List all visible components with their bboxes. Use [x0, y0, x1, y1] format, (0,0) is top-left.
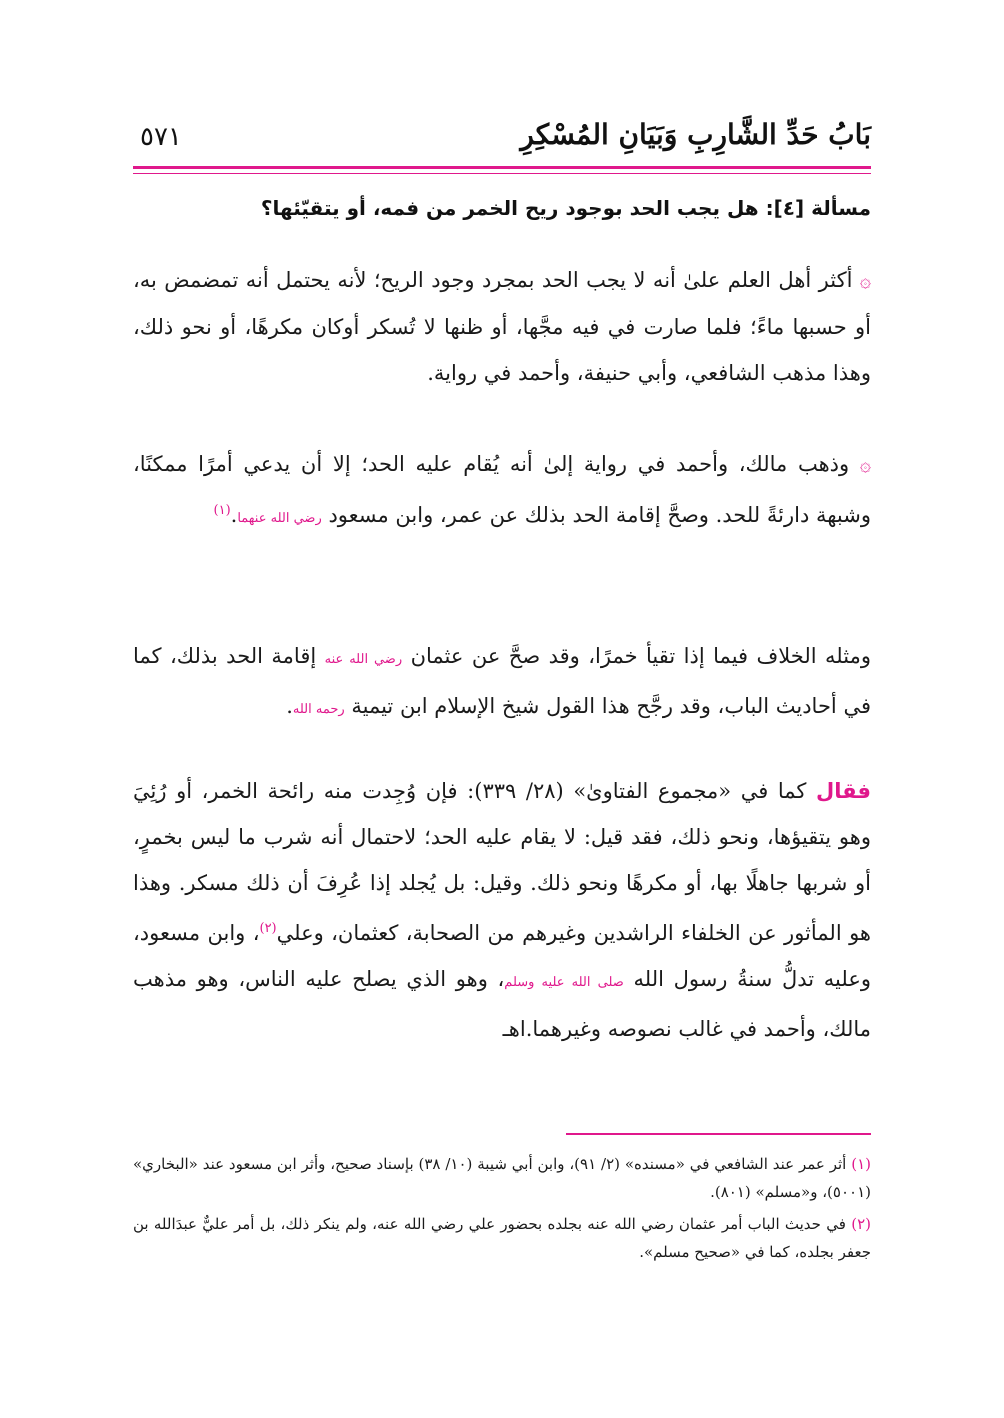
- footnote-ref-2[interactable]: (٢): [259, 921, 277, 936]
- page-number: ٥٧١: [140, 122, 182, 152]
- paragraph-2-end: .: [230, 503, 238, 527]
- honorific-mark: رضي الله عنهما: [237, 511, 322, 526]
- footnote-number: (١): [851, 1155, 871, 1173]
- honorific-mark: صلى الله عليه وسلم: [504, 975, 624, 990]
- honorific-mark: رضي الله عنه: [324, 652, 403, 667]
- header-rule-thick: [133, 166, 871, 169]
- source-title: «مجموع الفتاوىٰ»: [573, 779, 732, 803]
- honorific-mark: رحمه الله: [292, 702, 345, 717]
- footnote-text: أثر عمر عند الشافعي في «مسنده» (٢/ ٩١)، وابن أبي شيبة (١٠/ ٣٨) بإسناد صحيح، وأثر ابن مسعود عند «البخاري» (٥٠٠١)، و«مسلم» (٨٠١).: [133, 1155, 871, 1201]
- footnote-2: [133, 1210, 871, 1266]
- flower-ornament-icon: ۞: [859, 454, 871, 476]
- masala-label: مسألة [٤]:: [765, 196, 871, 220]
- paragraph-4-text-c: ، وابن مسعود، وعليه تدلُّ سنةُ رسول الله: [133, 921, 871, 991]
- flower-ornament-icon: ۞: [859, 270, 871, 292]
- masala-question: هل يجب الحد بوجود ريح الخمر من فمه، أو يتقيّئها؟: [260, 196, 759, 220]
- page-header: [138, 118, 871, 162]
- chapter-title: بَابُ حَدِّ الشَّارِبِ وَبَيَانِ المُسْكِرِ: [520, 118, 871, 151]
- masala-heading: [133, 188, 871, 228]
- paragraph-4-text-d: ، وهو الذي يصلح عليه الناس، وهو مذهب مالك، وأحمد في غالب نصوصه وغيرهما.اهـ: [133, 967, 871, 1041]
- paragraph-1-text: أكثر أهل العلم علىٰ أنه لا يجب الحد بمجرد وجود الريح؛ لأنه يحتمل أنه تمضمض به، أو حسبها ماءً؛ فلما صارت في فيه مجَّها، أو ظنها لا تُسكر أوكان مكرهًا، أو نحو ذلك، وهذا مذهب الشافعي، وأبي حنيفة، وأحمد في رواية.: [133, 268, 871, 385]
- paragraph-4-text-b: (٢٨/ ٣٣٩): فإن وُجِدت منه رائحة الخمر، أو رُئِيَ وهو يتقيؤها، ونحو ذلك، فقد قيل: لا يقام عليه الحد؛ لاحتمال أنه شرب ما ليس بخمرٍ، أو شربها جاهلًا بها، أو مكرهًا ونحو ذلك. وقيل: بل يُجلد إذا عُرِفَ أن ذلك مسكر. وهذا هو المأثور عن الخلفاء الراشدين وغيرهم من الصحابة، كعثمان، وعلي: [133, 779, 871, 945]
- paragraph-4: [133, 768, 871, 1052]
- paragraph-4-text-a: كما في: [740, 779, 807, 803]
- paragraph-3-text-b: إقامة الحد بذلك، كما في أحاديث الباب، وقد رجَّح هذا القول شيخ الإسلام ابن تيمية: [133, 644, 871, 718]
- paragraph-2-text: وذهب مالك، وأحمد في رواية إلىٰ أنه يُقام عليه الحد؛ إلا أن يدعي أمرًا ممكنًا، وشبهة دارئةً للحد. وصحَّ إقامة الحد بذلك عن عمر، وابن مسعود: [133, 452, 871, 527]
- footnote-text: في حديث الباب أمر عثمان رضي الله عنه بجلده بحضور علي رضي الله عنه، ولم ينكر ذلك، بل أمر عليٌّ عبدَالله بن جعفر بجلده، كما في «صحيح مسلم».: [133, 1215, 871, 1261]
- paragraph-3-end: .: [286, 694, 293, 718]
- footnote-1: [133, 1150, 871, 1206]
- header-rule-thin: [133, 173, 871, 174]
- footnotes: [133, 1150, 871, 1270]
- paragraph-3-text-a: ومثله الخلاف فيما إذا تقيأ خمرًا، وقد صحَّ عن عثمان: [410, 644, 871, 668]
- footnote-number: (٢): [851, 1215, 871, 1233]
- paragraph-1: [133, 257, 871, 396]
- footnote-ref-1[interactable]: (١): [213, 503, 231, 518]
- quote-lead-word: فقال: [815, 779, 871, 803]
- paragraph-2: [133, 441, 871, 542]
- paragraph-3: [133, 633, 871, 733]
- footnote-separator: [566, 1133, 871, 1135]
